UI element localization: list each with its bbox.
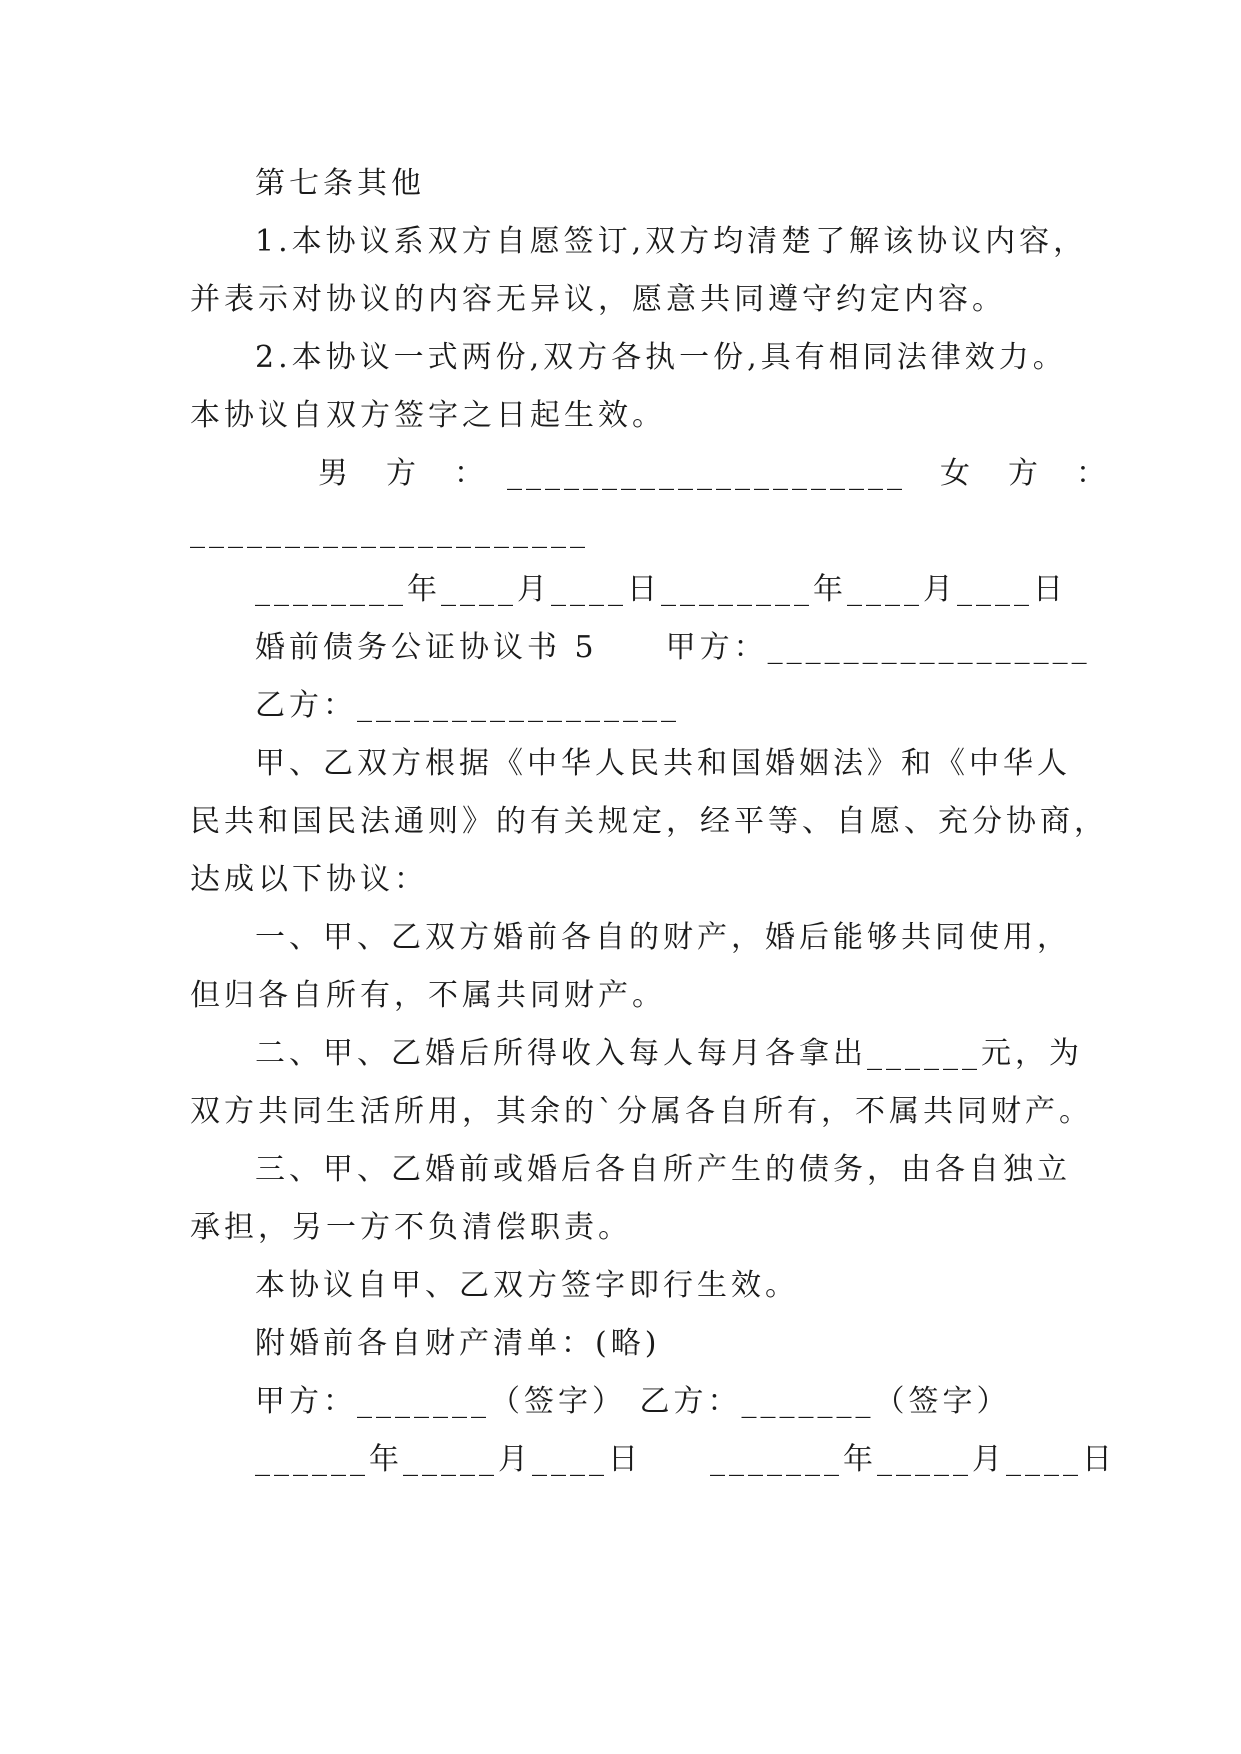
agreement-title: 婚前债务公证协议书 5 甲方：_________________ <box>255 630 1091 665</box>
paragraph-line: 1.本协议系双方自愿签订,双方均清楚了解该协议内容， <box>255 224 1088 259</box>
clause-3: 三、甲、乙婚前或婚后各自所产生的债务，由各自独立 <box>255 1152 1071 1187</box>
clause-1: 一、甲、乙双方婚前各自的财产，婚后能够共同使用， <box>255 920 1071 955</box>
signature-line-parties: 甲方：_______（签字） 乙方：_______（签字） <box>255 1384 1011 1419</box>
paragraph-line: 本协议自双方签字之日起生效。 <box>190 398 666 433</box>
paragraph-line: 2.本协议一式两份,双方各执一份,具有相同法律效力。 <box>255 340 1067 375</box>
property-list-note: 附婚前各自财产清单：(略) <box>255 1326 661 1361</box>
paragraph-line: 双方共同生活所用，其余的`分属各自所有，不属共同财产。 <box>190 1094 1093 1129</box>
paragraph-line: 达成以下协议： <box>190 862 428 897</box>
clause-2: 二、甲、乙婚后所得收入每人每月各拿出______元，为 <box>255 1036 1083 1071</box>
paragraph-line: 承担，另一方不负清偿职责。 <box>190 1210 632 1245</box>
date-line: ________年____月____日________年____月____日 <box>255 572 1067 607</box>
paragraph-line: 并表示对协议的内容无异议，愿意共同遵守约定内容。 <box>190 282 1006 317</box>
date-line: ______年_____月____日 _______年_____月____日 <box>255 1442 1116 1477</box>
paragraph-line: 但归各自所有，不属共同财产。 <box>190 978 666 1013</box>
paragraph-line: 民共和国民法通则》的有关规定，经平等、自愿、充分协商， <box>190 804 1108 839</box>
signature-blank: _____________________ <box>190 514 589 549</box>
effective-clause: 本协议自甲、乙双方签字即行生效。 <box>255 1268 799 1303</box>
paragraph-line: 甲、乙双方根据《中华人民共和国婚姻法》和《中华人 <box>255 746 1071 781</box>
signature-line-spouses: 男 方 ： _____________________ 女 方 ： <box>318 456 1110 491</box>
party-b-line: 乙方：_________________ <box>255 688 680 723</box>
article-7-heading: 第七条其他 <box>255 166 425 201</box>
